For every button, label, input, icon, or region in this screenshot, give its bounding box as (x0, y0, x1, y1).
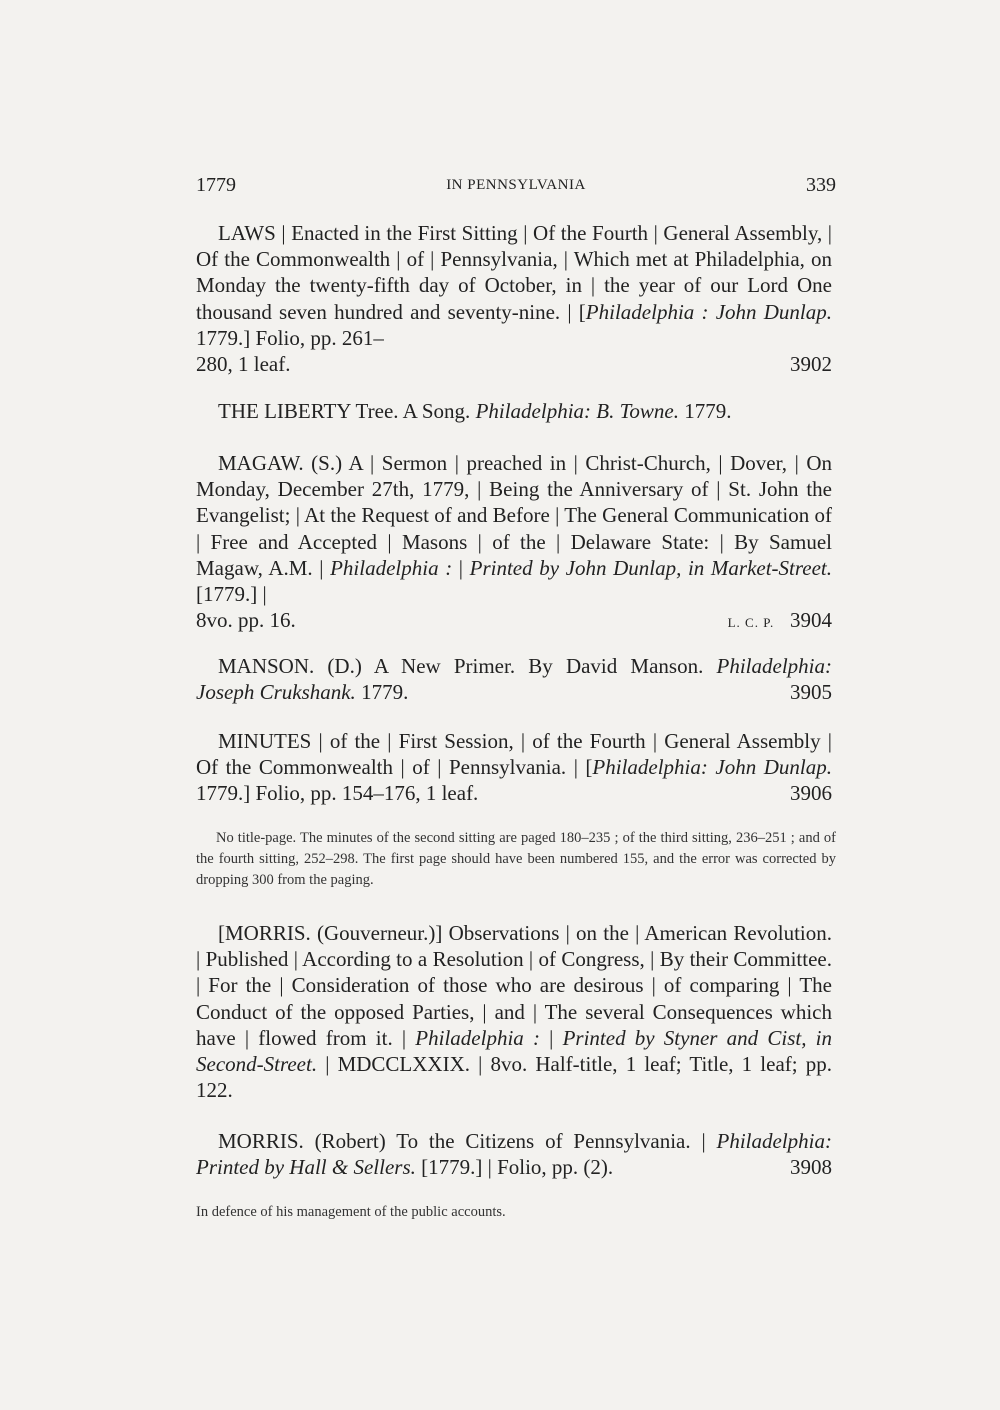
entry-morris-gouverneur (196, 920, 832, 1103)
entry-collation: | MDCCLXXIX. | 8vo. Half-title, 1 leaf; Title, 1 leaf; pp. 122. (196, 1052, 832, 1103)
entry-imprint-printer: Printed by Styner and Cist, in Second-Street. (196, 1025, 832, 1077)
entry-imprint: Philadelphia: Joseph Crukshank. (196, 654, 832, 705)
entry-liberty-tree (196, 398, 832, 424)
entry-text-tail: 1779.] Folio, pp. 261– (196, 325, 384, 350)
entry-imprint: Philadelphia: Printed by Hall & Sellers. (196, 1129, 832, 1180)
entry-morris-robert (196, 1128, 832, 1180)
entry-number: 3902 (790, 352, 832, 377)
entry-magaw (196, 450, 832, 636)
entry-number: 3905 (790, 680, 832, 705)
entry-number: 3906 (790, 781, 832, 806)
entry-text: MORRIS. (Robert) To the Citizens of Pennsylvania. | (218, 1129, 717, 1153)
entry-location: L. C. P. (727, 615, 775, 631)
entry-collation: 1779.] Folio, pp. 154–176, 1 leaf. (196, 781, 479, 806)
entry-text: MINUTES | of the | First Session, | of the Fourth | General Assembly | Of the Commonwealth | of | Pennsylvania. | [ (196, 729, 832, 780)
entry-text: [MORRIS. (Gouverneur.)] Observations | on the | American Revolution. | Published | According to a Resolution | of Congress, | By their Committee. | For the | Consideration of those who are desirous | of comparing | The Conduct of the opposed Parties, | and | The several Consequences which have | flowed from it. | (196, 921, 832, 1050)
entry-text-tail: [1779.] | (196, 582, 267, 607)
entry-text: LAWS | Enacted in the First Sitting | Of the Fourth | General Assembly, | Of the Commonwealth | of | Pennsylvania, | Which met at Philadelphia, on Monday the twenty-fifth day of October, in | the year of our Lord One thousand seven hundred and seventy-nine. | [ (196, 221, 832, 324)
entry-manson (196, 653, 832, 705)
entry-number: 3908 (790, 1155, 832, 1180)
entry-imprint-place: Philadelphia : (415, 1025, 540, 1050)
entry-laws (196, 220, 832, 377)
entry-text: MAGAW. (S.) A | Sermon | preached in | Christ-Church, | Dover, | On Monday, December 27th, 1779, | Being the Anniversary of | St. John the Evangelist; | At the Request of and Before | The General Communication of | Free and Accepted | Masons | of the | Delaware State: | By Samuel Magaw, A.M. | (196, 451, 832, 580)
entry-imprint: Philadelphia: John Dunlap. (592, 755, 832, 780)
entry-collation: [1779.] | Folio, pp. (2). (415, 1155, 614, 1180)
entry-note-morris: In defence of his management of the public accounts. (196, 1204, 506, 1220)
entry-collation: 280, 1 leaf. (196, 352, 291, 377)
header-year: 1779 (196, 174, 236, 196)
entry-text: MANSON. (D.) A New Primer. By David Manson. (218, 654, 717, 678)
entry-note-minutes: No title-page. The minutes of the second sitting are paged 180–235 ; of the third sitting, 236–251 ; and of the fourth sitting, 252–298. The first page should have been numbered 155, and the error was corrected by dropping 300 from the paging. (196, 830, 836, 888)
entry-imprint-printer: Printed by John Dunlap, in Market-Street. (469, 555, 832, 580)
entry-year: 1779. (355, 680, 409, 705)
page-number: 339 (806, 174, 836, 196)
entry-minutes (196, 728, 832, 807)
entry-collation: 8vo. pp. 16. (196, 608, 296, 633)
entry-imprint-place: Philadelphia : (330, 555, 453, 580)
entry-imprint: Philadelphia : John Dunlap. (585, 299, 832, 324)
header-title: IN PENNSYLVANIA (446, 177, 586, 193)
running-header (196, 174, 836, 200)
entry-number: 3904 (790, 608, 832, 633)
entry-text-tail: 1779. (678, 399, 732, 423)
entry-text: THE LIBERTY Tree. A Song. (218, 399, 476, 423)
entry-imprint: Philadelphia: B. Towne. (475, 399, 679, 423)
entry-separator: | (539, 1025, 563, 1050)
entry-separator: | (452, 555, 470, 580)
